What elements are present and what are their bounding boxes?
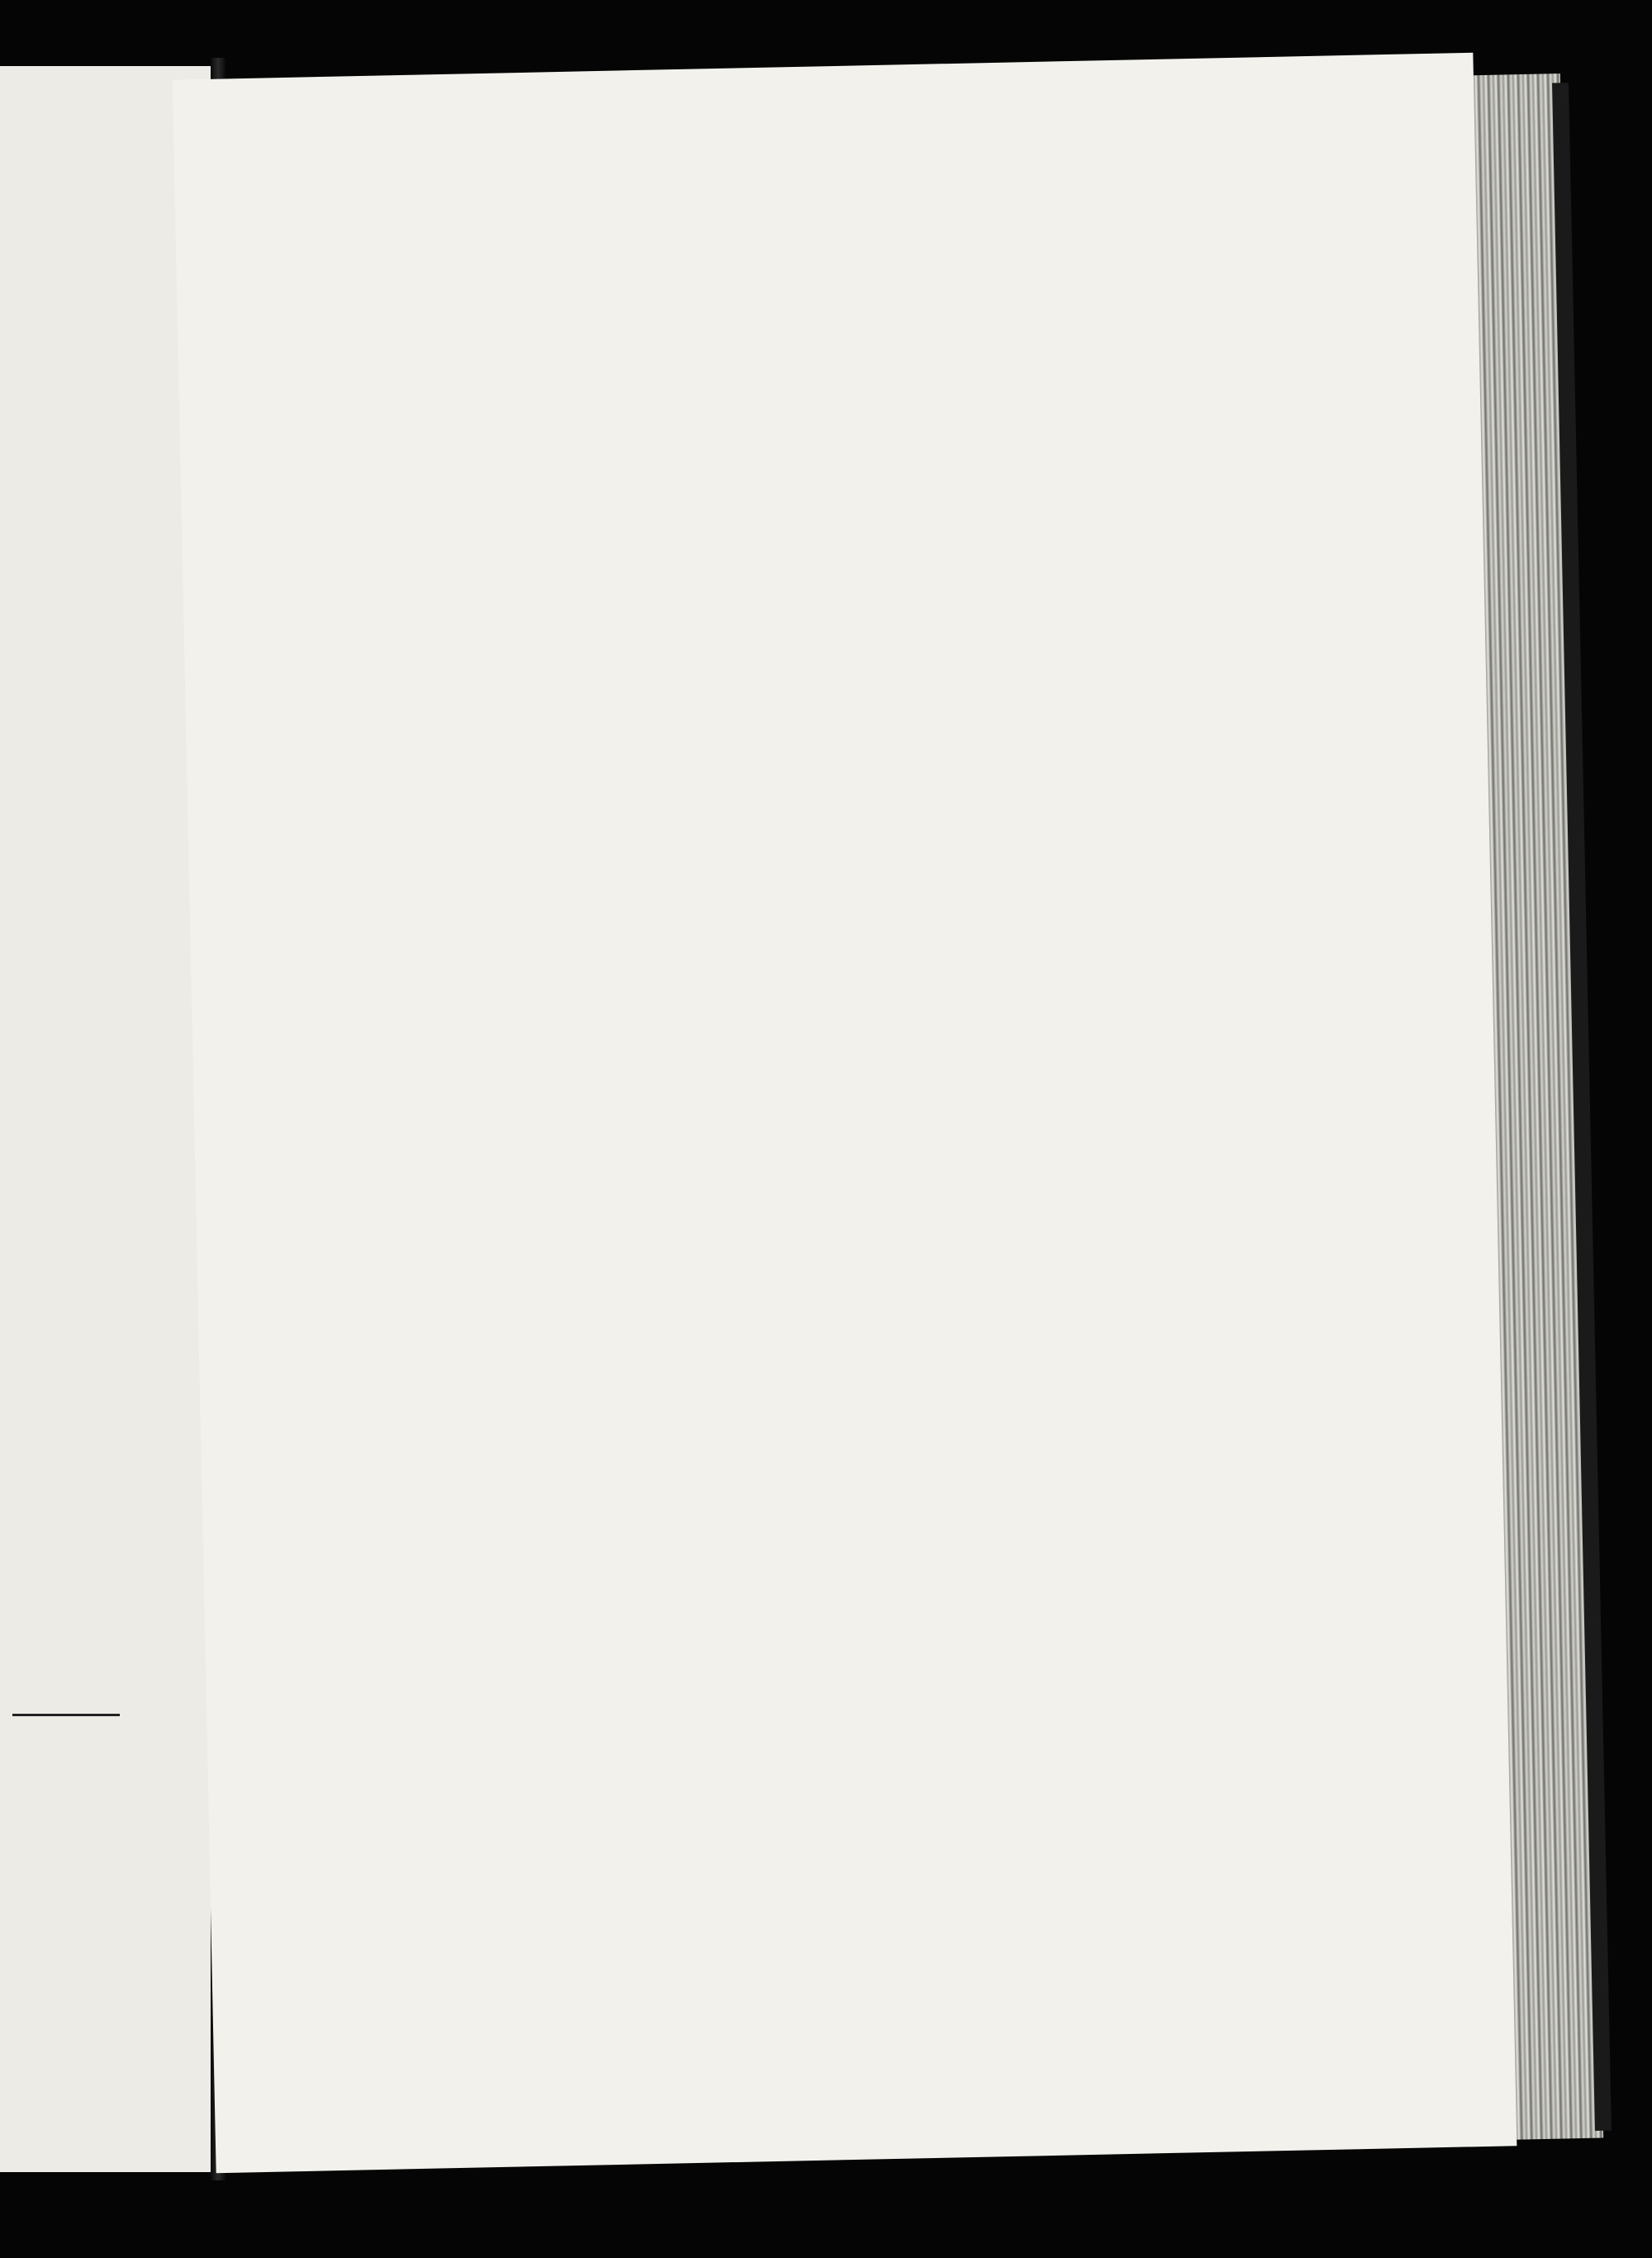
left-sum-rule [12,1714,120,1716]
running-title [273,223,1174,242]
page-content [273,220,1175,313]
right-page [173,53,1517,2173]
running-header [273,220,1175,305]
